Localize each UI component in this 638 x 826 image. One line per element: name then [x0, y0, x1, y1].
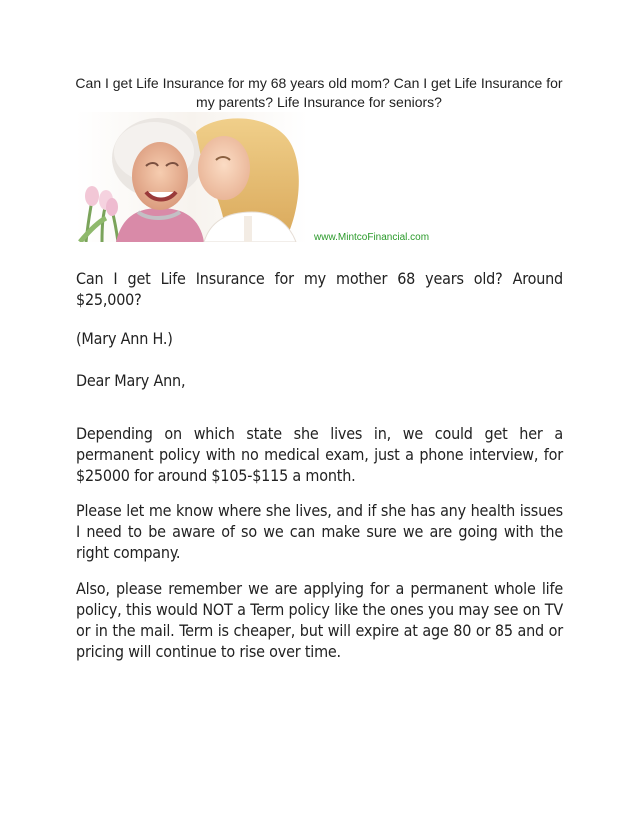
greeting-text: Dear Mary Ann,: [76, 371, 186, 390]
paragraph-3: Also, please remember we are applying for a permanent whole life policy, this would NOT a Term policy like the ones you may see on TV or in the mail. Term is cheaper, but will expire at age 80 or 85 and or pricing will continue to rise over time.: [76, 579, 563, 661]
signature-text: (Mary Ann H.): [76, 329, 173, 348]
question-text: Can I get Life Insurance for my mother 68 years old? Around $25,000?: [76, 269, 563, 309]
paragraph-1: Depending on which state she lives in, we could get her a permanent policy with no medical exam, just a phone interview, for $25000 for around $105-$115 a month.: [76, 424, 563, 485]
seniors-photo: [76, 112, 308, 242]
paragraph-2: Please let me know where she lives, and if she has any health issues I need to be aware of so we can make sure we are going with the right company.: [76, 501, 563, 562]
website-caption: www.MintcoFinancial.com: [314, 232, 430, 243]
page-title: Can I get Life Insurance for my 68 years old mom? Can I get Life Insurance for my parents? Life Insurance for seniors?: [75, 75, 563, 110]
